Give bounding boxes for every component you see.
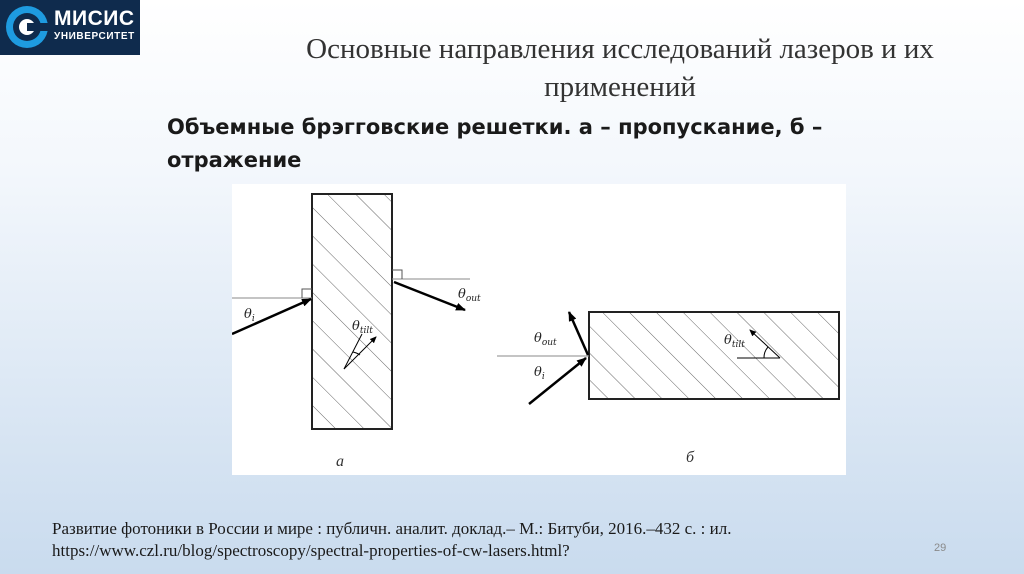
university-logo <box>0 0 140 55</box>
subscript: tilt <box>359 326 373 336</box>
reference-text <box>52 518 932 562</box>
logo-subtitle: УНИВЕРСИТЕТ <box>54 31 135 42</box>
right-angle-mark <box>302 289 312 298</box>
slide-title: Основные направления исследований лазеров и их применений <box>306 33 934 103</box>
theta-out-label-b <box>534 331 557 348</box>
slide-subtitle: Объемные брэгговские решетки. а – пропускание, б – отражение <box>167 115 823 172</box>
theta-symbol: θ <box>244 307 252 322</box>
bragg-grating-figure <box>232 184 846 475</box>
theta-symbol: θ <box>724 333 732 348</box>
grating-slab-b <box>589 312 839 399</box>
output-beam-a <box>394 282 465 310</box>
logo-text <box>54 8 135 42</box>
logo-name: МИСИС <box>54 7 135 30</box>
subscript: i <box>251 314 255 324</box>
theta-i-label-b <box>534 365 545 382</box>
reference-citation: Развитие фотоники в России и мире : публичн. аналит. доклад.– М.: Битуби, 2016.–432 с. : ил. <box>52 519 732 538</box>
subscript: tilt <box>731 340 745 350</box>
page-number: 29 <box>934 542 947 554</box>
subscript: i <box>541 372 545 382</box>
misis-logo-icon <box>4 4 50 50</box>
subscript: out <box>465 294 481 304</box>
panel-b-reflection <box>497 312 839 404</box>
panel-a-caption: а <box>336 453 344 470</box>
theta-i-label-a <box>244 307 255 324</box>
reflected-beam-b <box>569 312 588 355</box>
theta-out-label-a <box>458 287 481 304</box>
grating-slab-a <box>312 194 392 429</box>
reference-url: https://www.czl.ru/blog/spectroscopy/spectral-properties-of-cw-lasers.html? <box>52 541 570 560</box>
theta-symbol: θ <box>352 319 360 334</box>
bragg-grating-diagram <box>232 184 846 475</box>
right-angle-mark <box>392 270 402 279</box>
panel-a-transmission <box>232 194 481 429</box>
subscript: out <box>541 338 557 348</box>
theta-symbol: θ <box>534 331 542 346</box>
theta-symbol: θ <box>534 365 542 380</box>
panel-b-caption: б <box>686 449 695 466</box>
theta-symbol: θ <box>458 287 466 302</box>
